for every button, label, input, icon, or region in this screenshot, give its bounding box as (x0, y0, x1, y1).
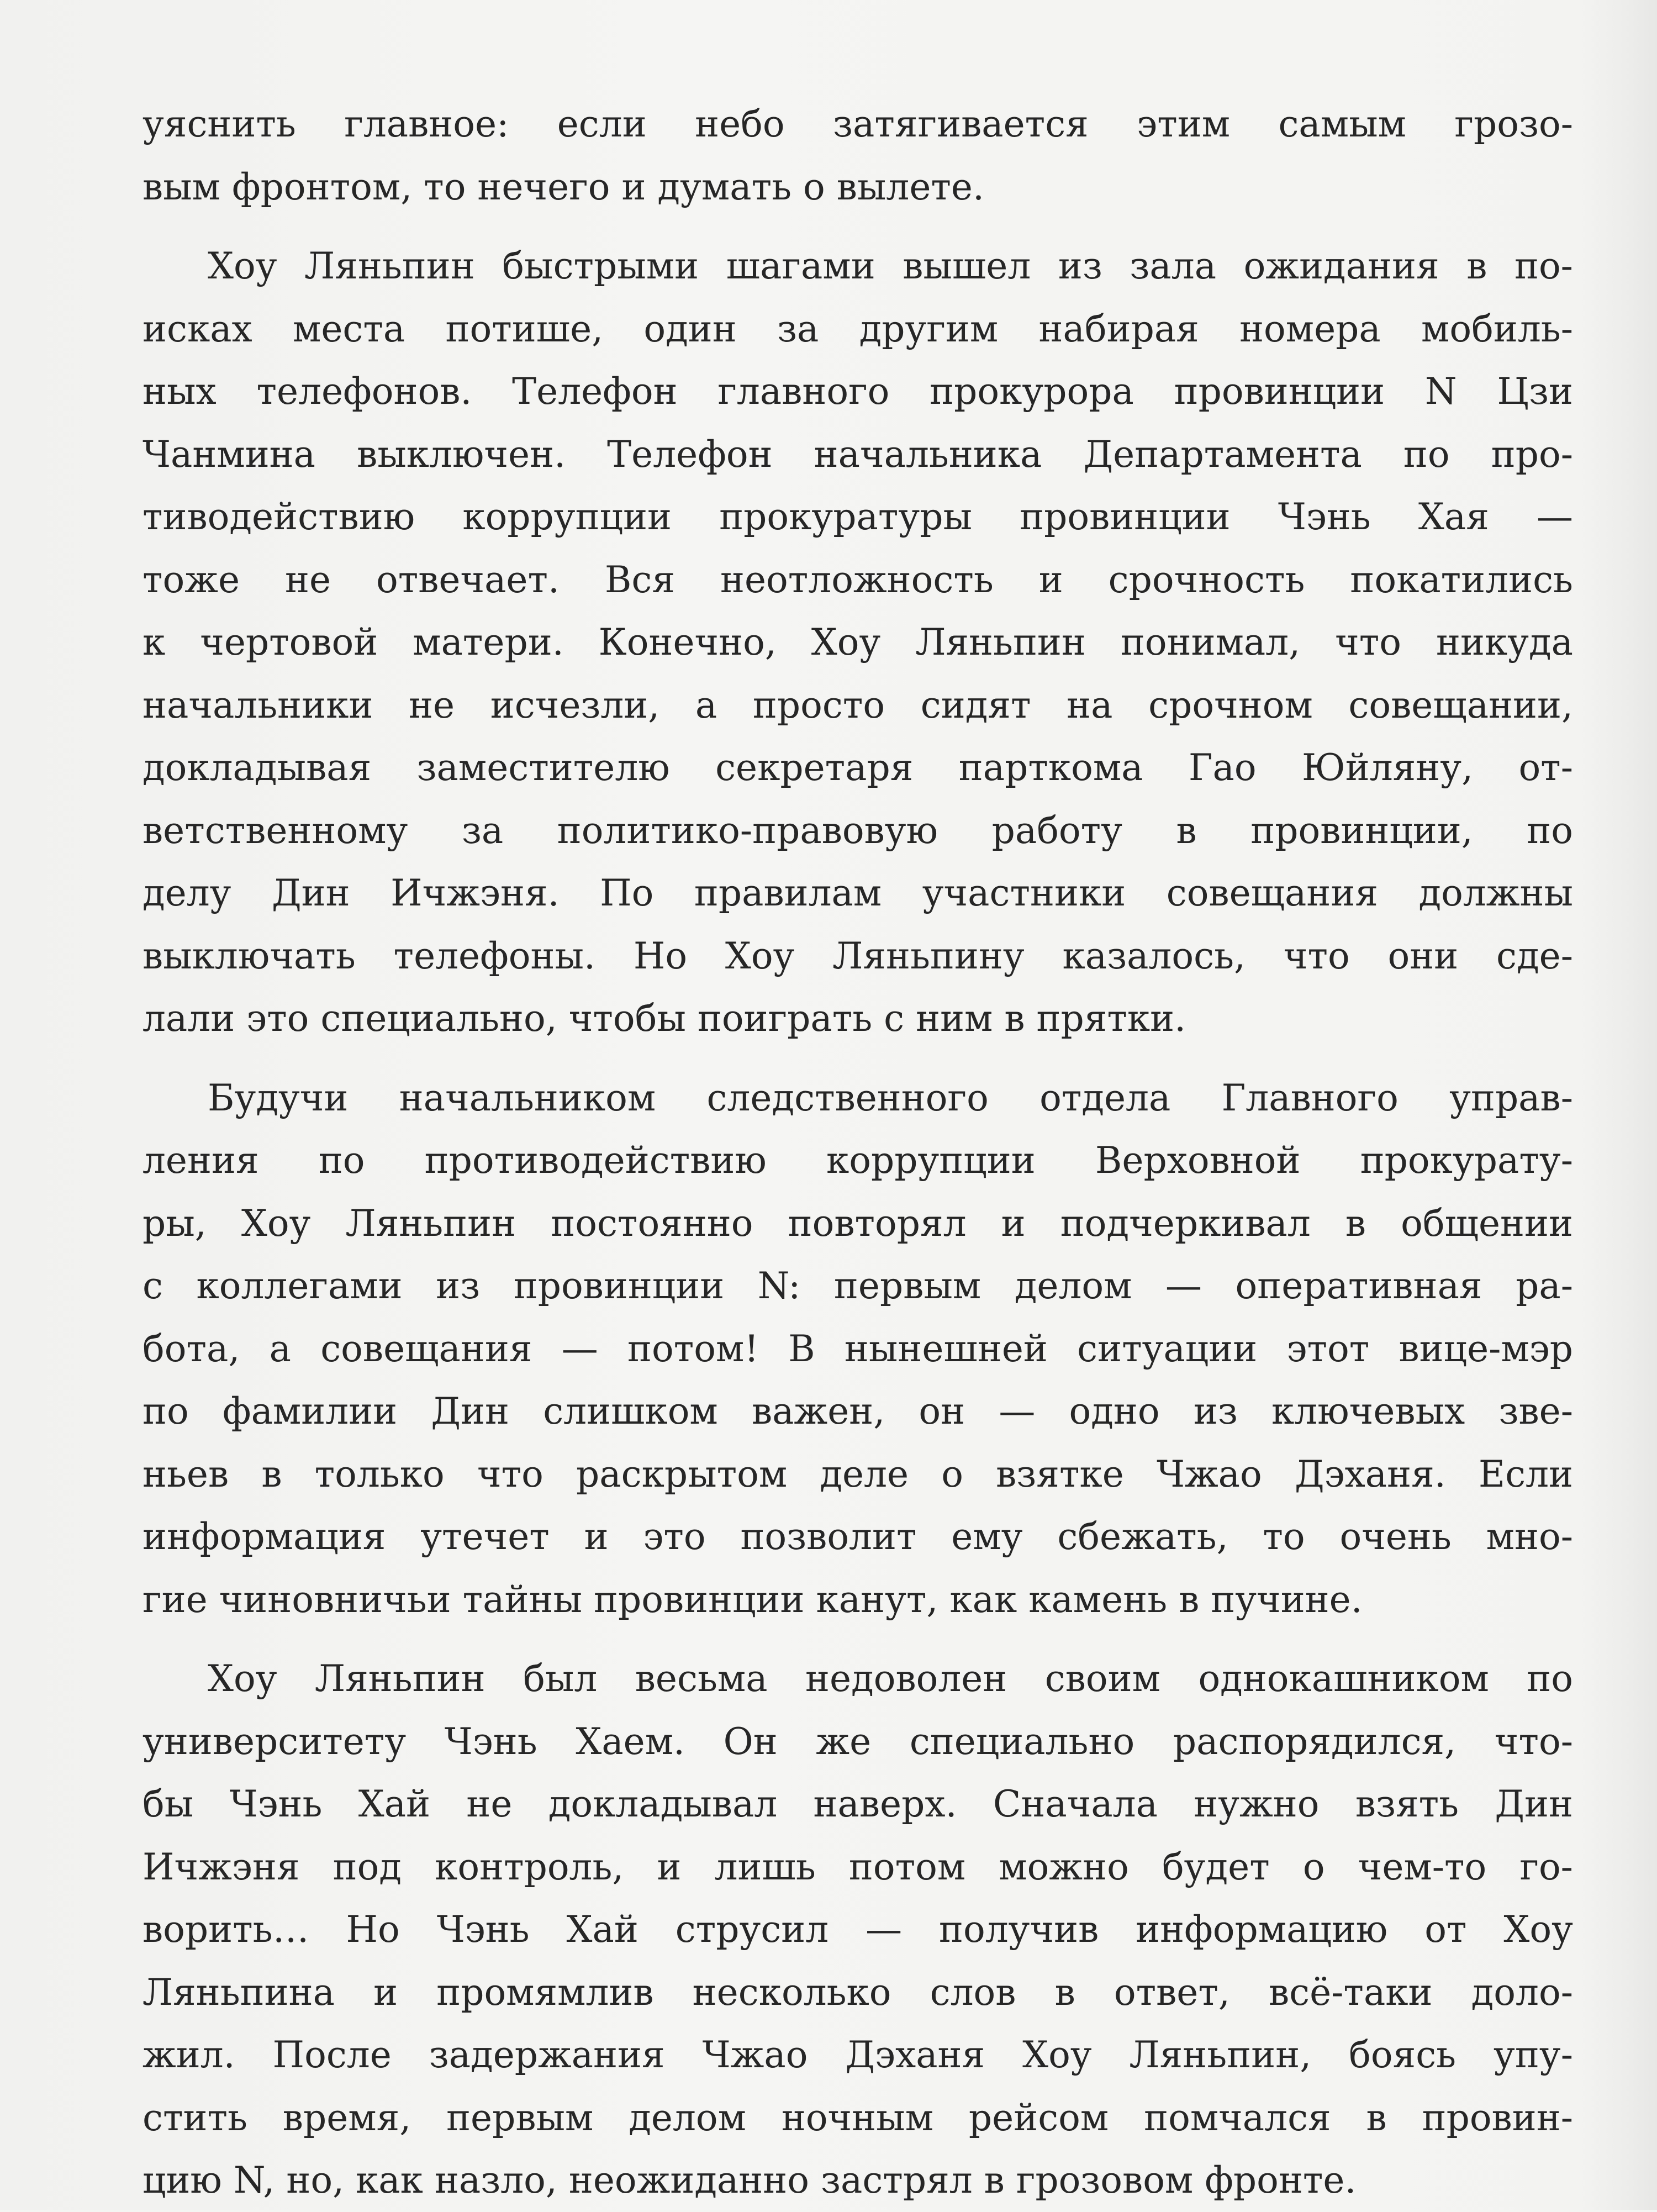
page-edge-shadow (1580, 0, 1657, 2210)
page-body-text (143, 93, 1573, 2212)
text-line: Ляньпина и промямлив несколько слов в ответ, всё-таки доло- (143, 1971, 1573, 2014)
text-line: ветственному за политико-правовую работу в провинции, по (143, 809, 1573, 852)
text-line: цию N, но, как назло, неожиданно застрял в грозовом фронте. (143, 2159, 1357, 2202)
text-line: жил. После задержания Чжао Дэханя Хоу Ляньпин, боясь упу- (143, 2034, 1573, 2076)
text-line: ры, Хоу Ляньпин постоянно повторял и подчеркивал в общении (143, 1202, 1573, 1245)
text-line: тиводействию коррупции прокуратуры провинции Чэнь Хая — (143, 496, 1573, 538)
text-line: лали это специально, чтобы поиграть с ним в прятки. (143, 997, 1186, 1040)
text-line: ных телефонов. Телефон главного прокурора провинции N Цзи (143, 370, 1573, 413)
text-line: Будучи начальником следственного отдела Главного управ- (208, 1076, 1573, 1119)
text-line: исках места потише, один за другим набирая номера мобиль- (143, 307, 1573, 350)
text-line: университету Чэнь Хаем. Он же специально распорядился, что- (143, 1720, 1573, 1763)
paragraph (143, 1067, 1573, 1631)
paragraph-gap (143, 218, 1573, 235)
text-line: Чанмина выключен. Телефон начальника Департамента по про- (143, 433, 1573, 476)
text-line: бы Чэнь Хай не докладывал наверх. Сначала нужно взять Дин (143, 1783, 1573, 1825)
text-line: уяснить главное: если небо затягивается этим самым грозо- (143, 103, 1573, 145)
paragraph (143, 235, 1573, 1050)
text-line: делу Дин Ичжэня. По правилам участники совещания должны (143, 872, 1573, 914)
text-line: по фамилии Дин слишком важен, он — одно из ключевых зве- (143, 1390, 1573, 1432)
paragraph (143, 1647, 1573, 2212)
text-line: ворить… Но Чэнь Хай струсил — получив информацию от Хоу (143, 1908, 1573, 1951)
paragraph (143, 93, 1573, 218)
text-line: информация утечет и это позволит ему сбежать, то очень мно- (143, 1515, 1573, 1558)
text-line: с коллегами из провинции N: первым делом — оперативная ра- (143, 1265, 1573, 1307)
text-line: стить время, первым делом ночным рейсом помчался в провин- (143, 2096, 1573, 2139)
text-line: к чертовой матери. Конечно, Хоу Ляньпин понимал, что никуда (143, 621, 1573, 663)
paragraph-gap (143, 1050, 1573, 1067)
text-line: начальники не исчезли, а просто сидят на срочном совещании, (143, 683, 1573, 726)
paragraph-gap (143, 1631, 1573, 1647)
text-line: ления по противодействию коррупции Верховной прокурату- (143, 1139, 1573, 1182)
text-line: вым фронтом, то нечего и думать о вылете. (143, 165, 984, 208)
text-line: выключать телефоны. Но Хоу Ляньпину казалось, что они сде- (143, 934, 1573, 977)
text-line: Хоу Ляньпин был весьма недоволен своим однокашником по (208, 1657, 1573, 1700)
text-line: бота, а совещания — потом! В нынешней ситуации этот вице-мэр (143, 1327, 1573, 1370)
text-line: тоже не отвечает. Вся неотложность и срочность покатились (143, 558, 1573, 601)
text-line: докладывая заместителю секретаря парткома Гао Юйляну, от- (143, 746, 1573, 789)
text-line: Ичжэня под контроль, и лишь потом можно будет о чем-то го- (143, 1845, 1573, 1888)
text-line: Хоу Ляньпин быстрыми шагами вышел из зала ожидания в по- (208, 245, 1573, 287)
text-line: гие чиновничьи тайны провинции канут, как камень в пучине. (143, 1578, 1363, 1621)
text-line: ньев в только что раскрытом деле о взятке Чжао Дэханя. Если (143, 1452, 1573, 1495)
